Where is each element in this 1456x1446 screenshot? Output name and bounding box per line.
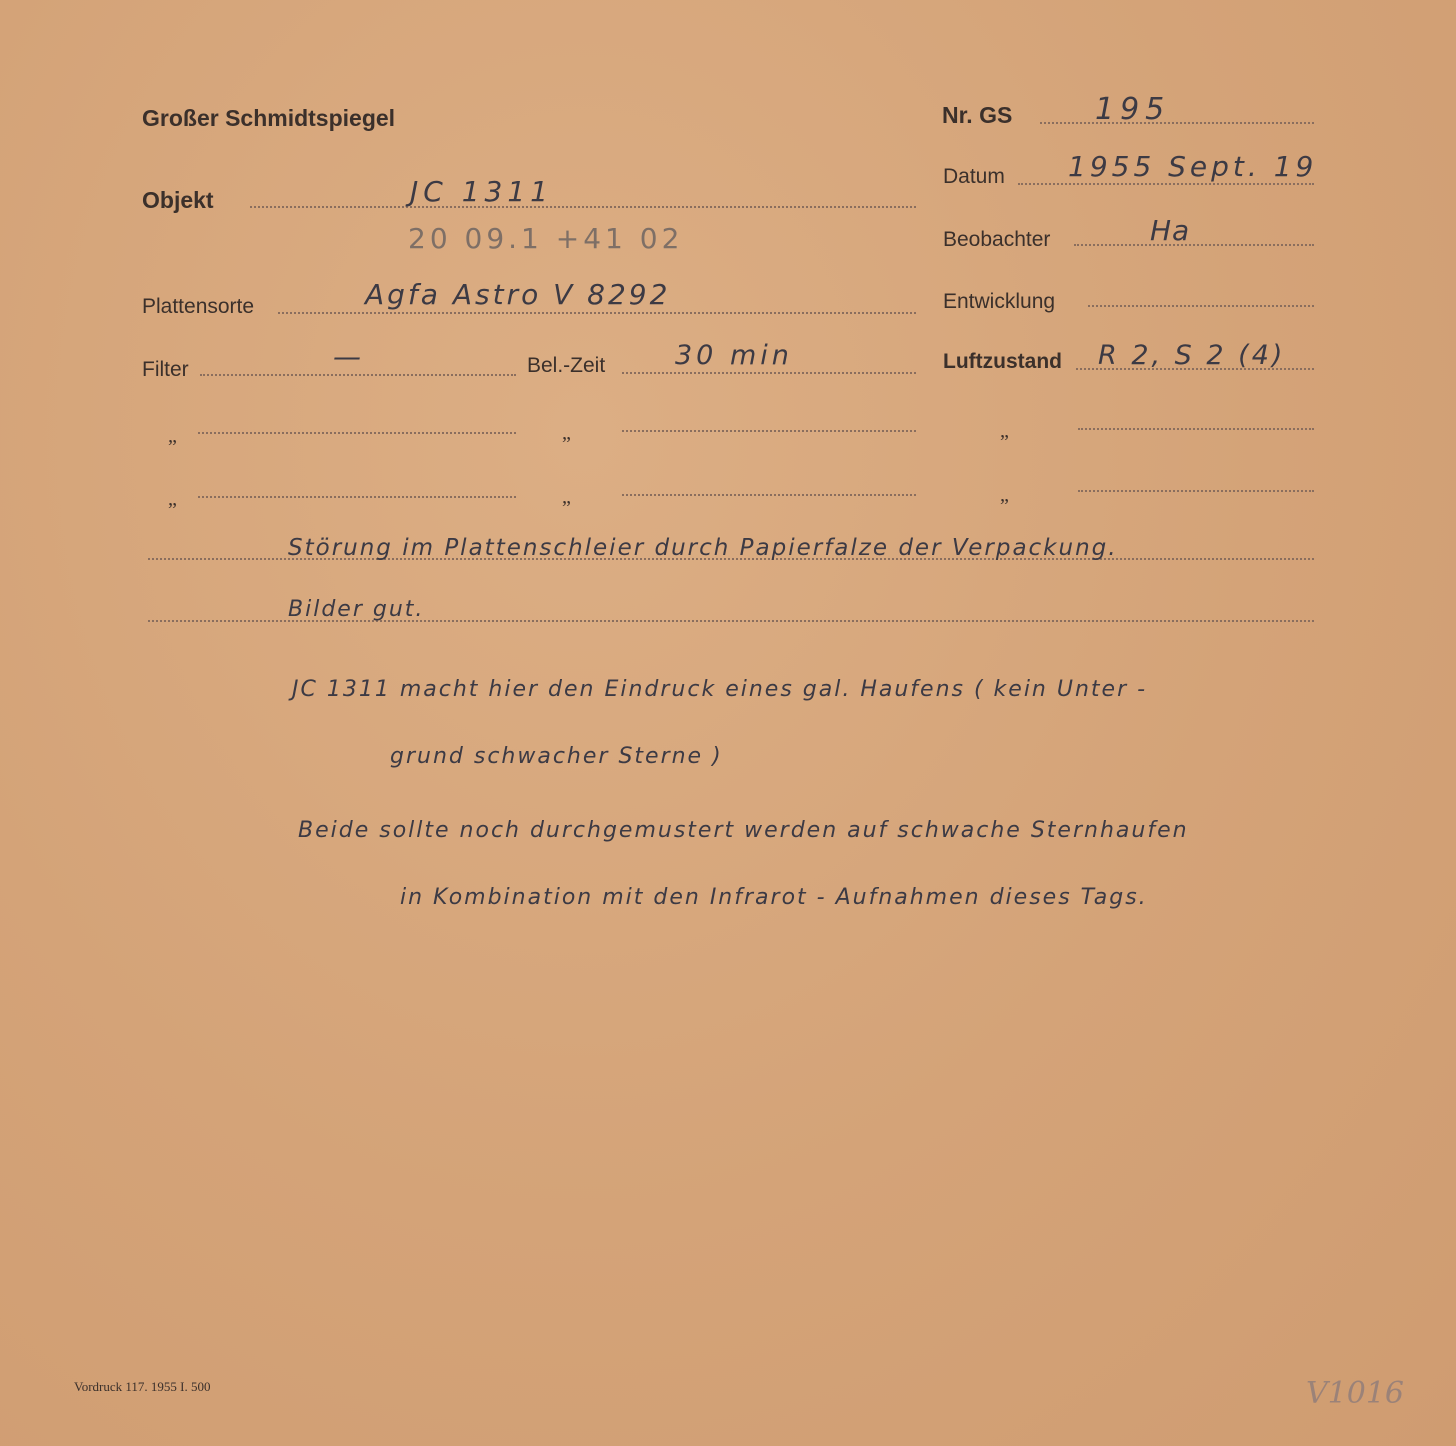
ditto-mark: „ <box>168 488 177 510</box>
ditto-line <box>1078 490 1314 492</box>
belzeit-value: 30 min <box>675 340 793 371</box>
note-line: Beide sollte noch durchgemustert werden auf schwache Sternhaufen <box>298 818 1189 843</box>
datum-line <box>1018 183 1314 185</box>
entwicklung-line <box>1088 305 1314 307</box>
entwicklung-label: Entwicklung <box>943 290 1056 313</box>
beobachter-value: Ha <box>1150 214 1191 247</box>
belzeit-label: Bel.-Zeit <box>527 354 606 377</box>
luftzustand-value: R 2, S 2 (4) <box>1098 340 1286 371</box>
filter-label: Filter <box>142 358 189 381</box>
nr-gs-label: Nr. GS <box>942 102 1013 128</box>
datum-value: 1955 Sept. 19 <box>1068 150 1318 183</box>
plattensorte-line <box>278 312 916 314</box>
ditto-mark: „ <box>168 425 177 447</box>
ditto-mark: „ <box>1000 484 1009 506</box>
note-line: Bilder gut. <box>288 597 425 622</box>
ditto-line <box>622 494 916 496</box>
ditto-mark: „ <box>1000 420 1009 442</box>
objekt-value: JC 1311 <box>410 175 553 208</box>
ditto-mark: „ <box>562 422 571 444</box>
note-line: grund schwacher Sterne ) <box>390 744 723 769</box>
note-line: Störung im Plattenschleier durch Papierfalze der Verpackung. <box>288 535 1118 561</box>
belzeit-line <box>622 372 916 374</box>
note-line: JC 1311 macht hier den Eindruck eines gal. Haufens ( kein Unter - <box>292 677 1148 702</box>
print-reference: Vordruck 117. 1955 I. 500 <box>74 1379 211 1394</box>
plattensorte-value: Agfa Astro V 8292 <box>365 278 671 311</box>
note-line: in Kombination mit den Infrarot - Aufnahmen dieses Tags. <box>400 885 1148 910</box>
filter-value: — <box>333 340 362 373</box>
telescope-title: Großer Schmidtspiegel <box>142 105 396 131</box>
ditto-mark: „ <box>562 486 571 508</box>
objekt-label: Objekt <box>142 187 214 213</box>
ditto-line <box>198 432 516 434</box>
nr-gs-value: 195 <box>1095 92 1171 127</box>
archive-number: V1016 <box>1306 1376 1405 1411</box>
beobachter-label: Beobachter <box>943 228 1051 251</box>
ditto-line <box>198 496 516 498</box>
nr-gs-line <box>1040 122 1314 124</box>
objekt-line <box>250 206 916 208</box>
ditto-line <box>622 430 916 432</box>
ditto-line <box>1078 428 1314 430</box>
filter-line <box>200 374 516 376</box>
objekt-coordinates: 20 09.1 +41 02 <box>408 222 684 255</box>
datum-label: Datum <box>943 165 1005 188</box>
plattensorte-label: Plattensorte <box>142 295 255 318</box>
luftzustand-label: Luftzustand <box>943 350 1062 373</box>
beobachter-line <box>1074 244 1314 246</box>
